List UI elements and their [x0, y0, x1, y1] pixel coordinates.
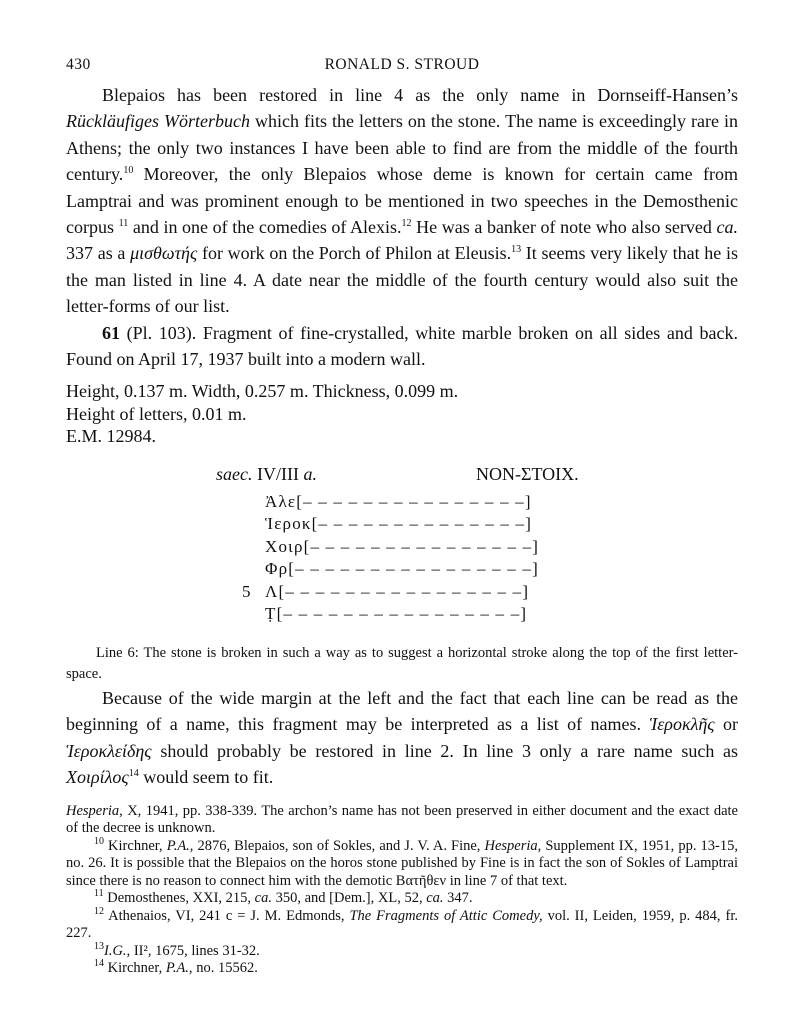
running-title: RONALD S. STROUD [324, 56, 480, 73]
inscription-line: Φρ[– – – – – – – – – – – – – – – –] [265, 559, 539, 579]
object-metadata [66, 380, 738, 448]
inscription-line: 5 Λ[– – – – – – – – – – – – – – – –] [242, 581, 530, 601]
greek-term: μισθωτής [130, 243, 198, 264]
footnote-ref-10: 10 [123, 165, 134, 177]
footnote-13: $^{13}$I.G., II², 1675, lines 31-32. [94, 940, 260, 959]
letter-height: Height of letters, 0.01 m. [66, 403, 247, 424]
inscription-line: Ἀλε[– – – – – – – – – – – – – – –] [265, 491, 532, 511]
page-number: 430 [66, 56, 91, 73]
footnote-11: $^{11}$ Demosthenes, XXI, 215, ca. 350, and [Dem.], XL, 52, ca. 347. [94, 888, 473, 907]
book-title: Rückläufiges Wörterbuch [66, 111, 250, 132]
footnote-ref-14: 14 [128, 768, 139, 780]
inscription-line: Χοιρ[– – – – – – – – – – – – – – –] [265, 536, 540, 556]
footnote-ref-13: 13 [511, 244, 522, 256]
inscription-style: NON-ΣΤΟΙΧ. [476, 463, 579, 484]
inscription-line: Ṭ[– – – – – – – – – – – – – – – –] [265, 604, 528, 624]
footnote-10: $^{10}$ Kirchner, P.A., 2876, Blepaios, son of Sokles, and J. V. A. Fine, Hesperia, Supplement IX, 1951, pp. 13-15, no. 26. It is possible that the Blepaios on the horos stone published by Fine is in fact the son of Sokles of Lamptrai since there is no reason to connect him with the demotic Βατῆθεν in line 7 of that text. [66, 835, 739, 889]
inscription-header [66, 464, 738, 490]
footnote-continuation: Hesperia, X, 1941, pp. 338-339. The archon’s name has not been preserved in either document and the exact date of the decree is unknown. [66, 802, 738, 837]
footnote-ref-12: 12 [401, 218, 412, 230]
page [66, 56, 738, 978]
footnotes [66, 803, 738, 978]
inscription-date: saec. IV/III a. [216, 463, 317, 484]
page-header [66, 56, 738, 82]
footnote-ref-11: 11 [118, 218, 129, 230]
inscription-text [66, 492, 738, 627]
entry-number: 61 [102, 322, 120, 343]
inscription-line: Ἱεροκ[– – – – – – – – – – – – – –] [265, 514, 533, 534]
paragraph-list-of-names: Because of the wide margin at the left and the fact that each line can be read as the beginning of a name, this fragment may be interpreted as a list of names. Ἱεροκλῆς or Ἱεροκλείδης should probably be restored in line 2. In line 3 only a rare name such as Χοιρίλος$^{14}$ would seem to fit. [66, 687, 739, 788]
inventory-number: E.M. 12984. [66, 426, 156, 447]
paragraph-blepaios: Blepaios has been restored in line 4 as the only name in Dornseiff-Hansen’s Rückläufiges Wörterbuch which fits the letters on the stone. The name is exceedingly rare in Athens; the only two instances I have been able to find are from the middle of the fourth century.$^{10}$ Moreover, the only Blepaios whose deme is known for certain came from Lamptrai and was prominent enough to be mentioned in two speeches in the Demosthenic corpus $^{11}$ and in one of the comedies of Alexis.$^{12}$ He was a banker of note who also served ca. 337 as a μισθωτής for work on the Porch of Philon at Eleusis.$^{13}$ It seems very likely that he is the man listed in line 4. A date near the middle of the fourth century would also suit the letter-forms of our list. [66, 85, 739, 317]
paragraph-entry-61: 61 (Pl. 103). Fragment of fine-crystalled, white marble broken on all sides and back. Found on April 17, 1937 built into a modern wall. [66, 322, 738, 370]
line-note: Line 6: The stone is broken in such a way as to suggest a horizontal stroke along the top of the first letter-space. [66, 644, 738, 682]
footnote-12: $^{12}$ Athenaios, VI, 241 c = J. M. Edmonds, The Fragments of Attic Comedy, vol. II, Leiden, 1959, p. 484, fr. 227. [66, 905, 738, 942]
dimensions: Height, 0.137 m. Width, 0.257 m. Thickness, 0.099 m. [66, 381, 459, 402]
footnote-14: $^{14}$ Kirchner, P.A., no. 15562. [94, 958, 258, 977]
